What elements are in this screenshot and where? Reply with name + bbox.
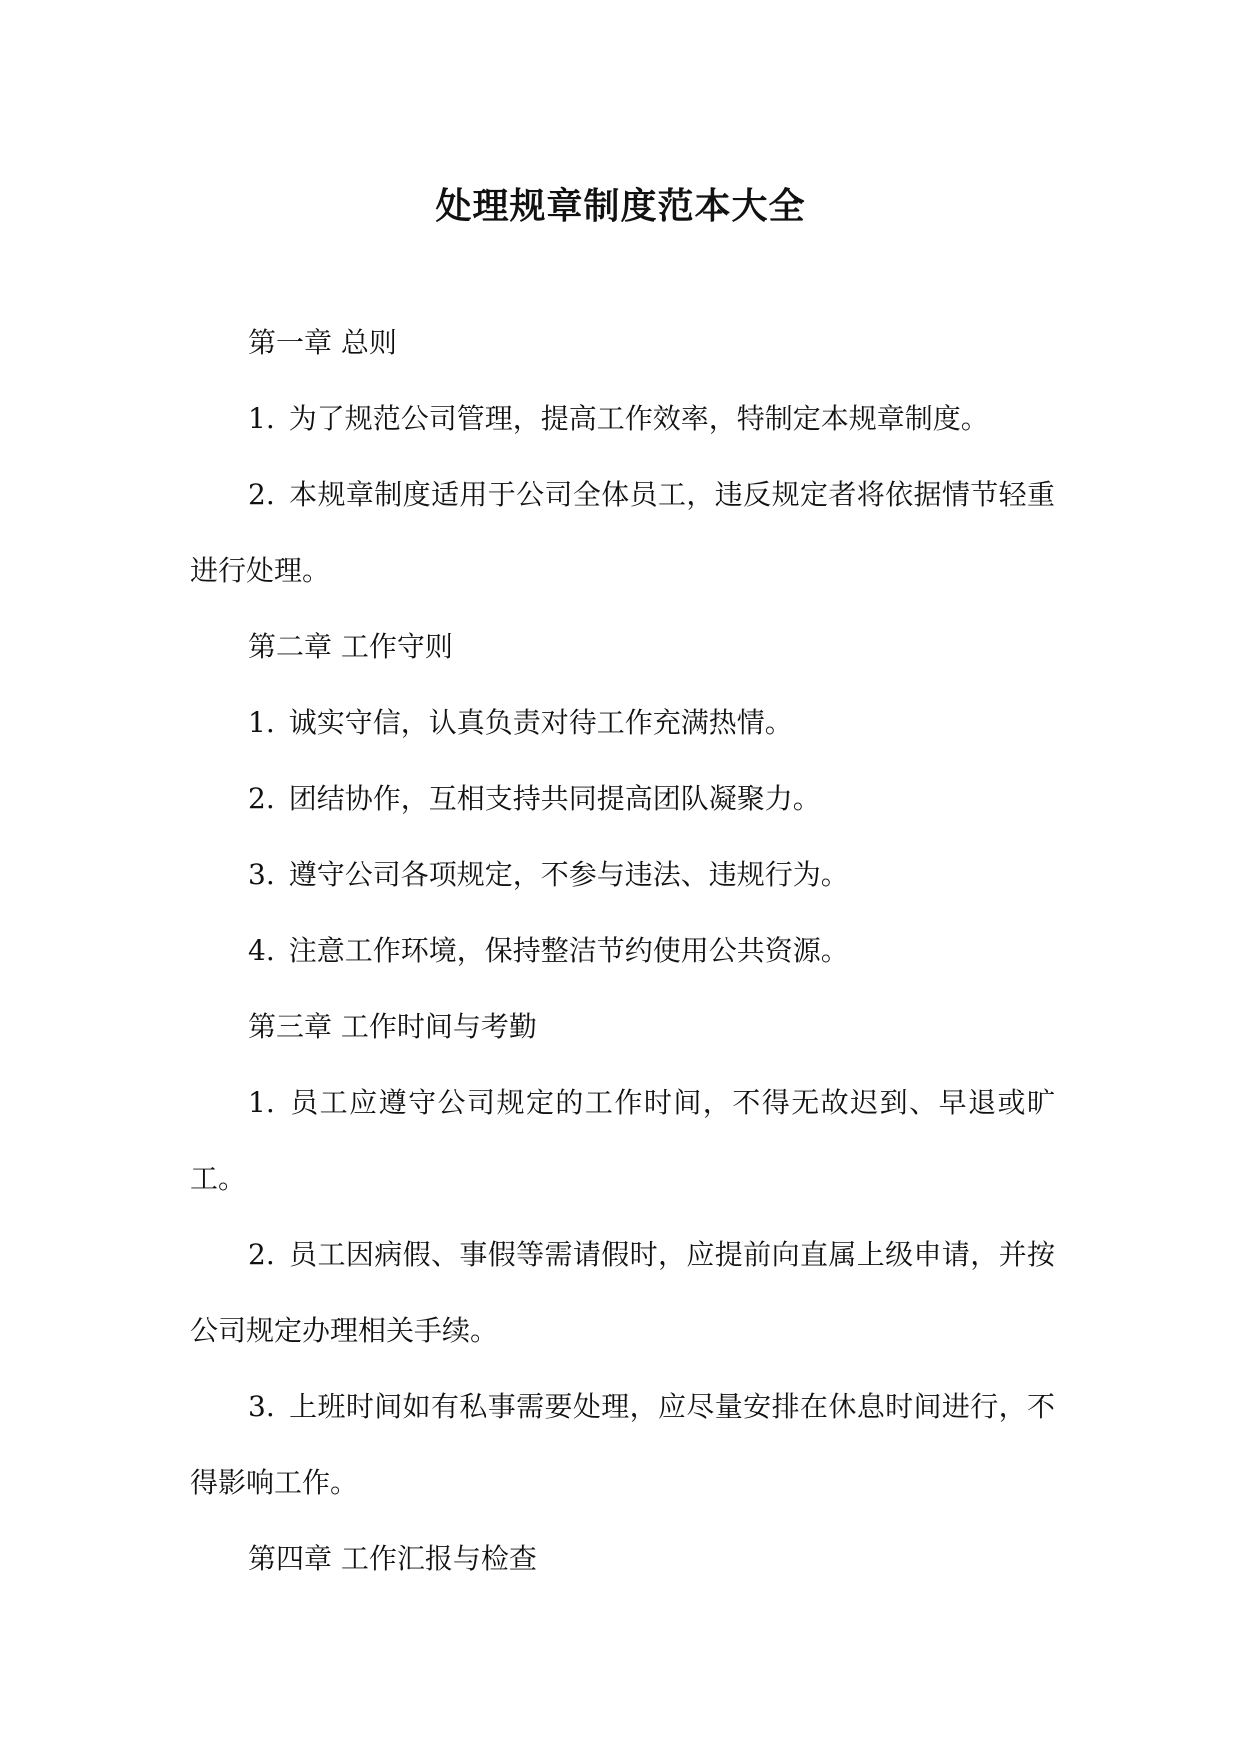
paragraph-text: 第二章 工作守则 bbox=[248, 630, 453, 663]
article-paragraph bbox=[190, 837, 1055, 913]
article-paragraph bbox=[190, 1369, 1055, 1521]
paragraph-text: 为了规范公司管理，提高工作效率，特制定本规章制度。 bbox=[288, 402, 989, 435]
document-body bbox=[190, 305, 1055, 1597]
article-paragraph bbox=[190, 685, 1055, 761]
paragraph-text: 第三章 工作时间与考勤 bbox=[248, 1010, 537, 1043]
paragraph-text: 员工因病假、事假等需请假时，应提前向直属上级申请，并按公司规定办理相关手续。 bbox=[190, 1238, 1055, 1347]
paragraph-text: 第四章 工作汇报与检查 bbox=[248, 1542, 537, 1575]
article-paragraph bbox=[190, 761, 1055, 837]
article-number: 1. bbox=[248, 402, 275, 435]
chapter-heading bbox=[190, 1521, 1055, 1597]
article-number: 3. bbox=[248, 1390, 275, 1423]
paragraph-text: 本规章制度适用于公司全体员工，违反规定者将依据情节轻重进行处理。 bbox=[190, 478, 1055, 587]
article-number: 1. bbox=[248, 706, 275, 739]
article-paragraph bbox=[190, 1065, 1055, 1217]
article-number: 2. bbox=[248, 1238, 275, 1271]
chapter-heading bbox=[190, 305, 1055, 381]
article-paragraph bbox=[190, 1217, 1055, 1369]
chapter-heading bbox=[190, 989, 1055, 1065]
article-number: 4. bbox=[248, 934, 275, 967]
paragraph-text: 注意工作环境，保持整洁节约使用公共资源。 bbox=[288, 934, 849, 967]
paragraph-text: 第一章 总则 bbox=[248, 326, 397, 359]
document-title: 处理规章制度范本大全 bbox=[435, 185, 806, 227]
article-number: 3. bbox=[248, 858, 275, 891]
paragraph-text: 上班时间如有私事需要处理，应尽量安排在休息时间进行，不得影响工作。 bbox=[190, 1390, 1055, 1499]
article-paragraph bbox=[190, 457, 1055, 609]
chapter-heading bbox=[190, 609, 1055, 685]
article-paragraph bbox=[190, 381, 1055, 457]
article-paragraph bbox=[190, 913, 1055, 989]
paragraph-text: 员工应遵守公司规定的工作时间，不得无故迟到、早退或旷工。 bbox=[190, 1086, 1055, 1195]
paragraph-text: 遵守公司各项规定，不参与违法、违规行为。 bbox=[288, 858, 849, 891]
article-number: 2. bbox=[248, 782, 275, 815]
article-number: 1. bbox=[248, 1086, 275, 1119]
article-number: 2. bbox=[248, 478, 275, 511]
paragraph-text: 诚实守信，认真负责对待工作充满热情。 bbox=[288, 706, 793, 739]
paragraph-text: 团结协作，互相支持共同提高团队凝聚力。 bbox=[288, 782, 821, 815]
